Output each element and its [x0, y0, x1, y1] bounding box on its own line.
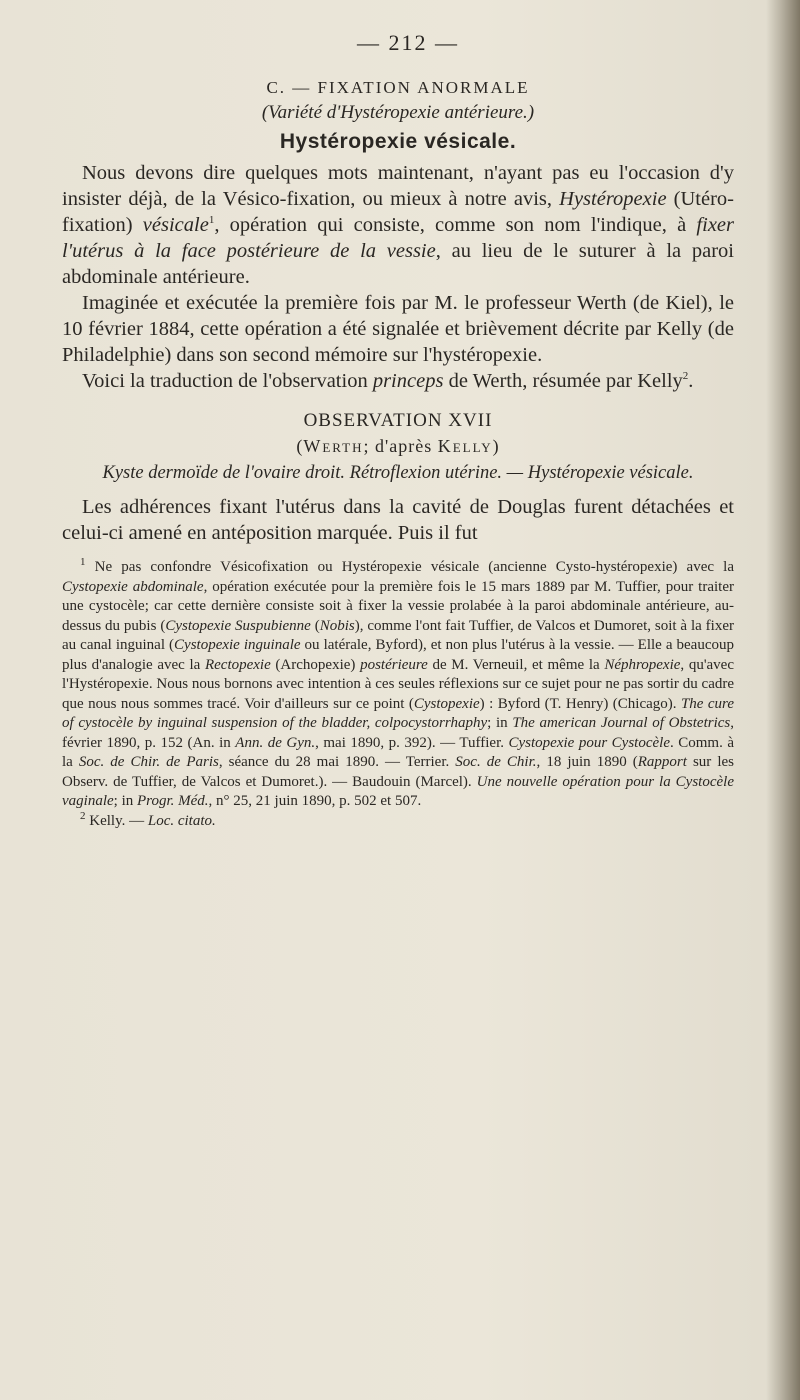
text-run: , au lieu de le suturer à la paroi abdominale antérieure.	[62, 240, 734, 288]
footnotes	[62, 558, 734, 831]
text-run: ; in	[113, 793, 137, 809]
footnote-ref-2: 2	[682, 370, 689, 383]
observation-heading: OBSERVATION XVII	[303, 410, 493, 431]
italic-run: Hystéropexie	[559, 188, 667, 210]
italic-run: Néphropexie	[604, 656, 681, 673]
section-heading: C. — FIXATION ANORMALE	[266, 78, 530, 97]
italic-run: Soc. de Chir. de Paris	[78, 754, 219, 770]
italic-run: Rectopexie	[204, 656, 271, 673]
italic-run: The american Journal of Obstetrics	[512, 715, 731, 731]
text-run: , n° 25, 21 juin 1890, p. 502 et 507.	[208, 793, 422, 809]
text-run: (	[296, 436, 304, 456]
chapter-title: Hystéropexie vésicale.	[279, 130, 517, 153]
italic-run: princeps	[372, 370, 444, 392]
text-run: Nous devons dire quelques mots maintenant, n'ayant pas eu l'occasion d'y insister déjà, de la Vésico-fixation, ou mieux à notre avis,	[62, 162, 734, 210]
footnote-marker: 1	[80, 556, 86, 568]
italic-run: Une nouvelle opération pour la Cystocèle vaginale	[62, 773, 734, 809]
italic-run: Nobis	[319, 617, 355, 634]
text-run: , mai 1890, p. 392). — Tuffier.	[315, 734, 509, 751]
text-run: ou latérale, Byford), et non plus l'utérus à la vessie. — Elle a beaucoup plus d'analogie avec la	[62, 637, 735, 673]
text-run: , opération qui consiste, comme son nom l'indique, à	[214, 214, 697, 236]
text-run: Kelly. —	[85, 812, 148, 829]
italic-run: Cystopexie pour Cystocèle	[508, 734, 670, 751]
page-content	[62, 30, 734, 831]
text-run: , opération exécutée pour la première fois le 15 mars 1889 par M. Tuffier, pour traiter une cystocèle; car cette dernière consiste soit à fixer la vessie prolabée à la paroi abdominale antérieure, au-dessus du pubis (	[62, 578, 734, 634]
italic-run: Progr. Méd.	[137, 793, 209, 809]
text-run: Ne pas confondre Vésicofixation ou Hystéropexie vésicale (ancienne Cysto-hystéropexie) avec la	[85, 559, 734, 575]
text-run: , qu'avec l'Hystéropexie. Nous nous bornons avec intention à ces seules réflexions sur ce sujet pour ne pas sortir du cadre que nous nous sommes tracé. Voir d'ailleurs sur ce point (	[62, 656, 734, 712]
observation-attribution	[62, 436, 734, 457]
text-run: )	[492, 436, 500, 456]
text-run: .	[688, 370, 694, 392]
italic-run: Cystopexie abdominale	[62, 578, 204, 595]
text-run: de M. Verneuil, et même la	[427, 656, 605, 673]
text-run: , février 1890, p. 152 (An. in	[62, 715, 734, 751]
italic-run: postérieure	[360, 656, 428, 673]
text-run: . Comm. à la	[62, 734, 735, 770]
footnote-marker: 2	[80, 809, 86, 822]
author-name: Werth	[303, 436, 364, 456]
text-run: , 18 juin 1890 (	[536, 754, 638, 770]
observation-text: Les adhérences fixant l'utérus dans la cavité de Douglas furent détachées et celui-ci amené en antéposition marquée. Puis il fut	[62, 496, 734, 544]
text-run: ), comme l'ont fait Tuffier, de Valcos et Dumoret, soit à la fixer au canal inguinal (	[62, 617, 734, 653]
page-number: — 212 —	[357, 30, 459, 55]
text-run: ; d'après	[363, 436, 438, 456]
page-edge-shadow	[766, 0, 800, 1400]
text-run: de Werth, résumée par Kelly	[443, 370, 683, 392]
text-run: (Utéro-fixation)	[62, 188, 734, 236]
italic-run: Cystopexie	[413, 695, 480, 712]
text-run: sur les Observ. de Tuffier, de Valcos et Dumoret.). — Baudouin (Marcel).	[62, 754, 734, 790]
paragraph-3	[62, 368, 734, 394]
footnote-1	[62, 558, 734, 812]
italic-run: vésicale	[142, 214, 209, 236]
paragraph-1	[62, 160, 734, 290]
text-run: , séance du 28 mai 1890. — Terrier.	[218, 754, 456, 770]
italic-run: The cure of cystocèle by inguinal suspension of the bladder, colpocystorrhaphy	[62, 695, 734, 731]
author-name: Kelly	[437, 436, 493, 456]
text-run: Voici la traduction de l'observation	[82, 370, 373, 392]
italic-run: Cystopexie Suspubienne	[165, 617, 311, 634]
observation-title: Kyste dermoïde de l'ovaire droit. Rétroflexion utérine. — Hystéropexie vésicale.	[102, 463, 694, 483]
footnote-2	[62, 809, 734, 832]
footnote-ref-1: 1	[208, 214, 215, 227]
text-run: (Archopexie)	[270, 656, 361, 673]
text-run: ) : Byford (T. Henry) (Chicago).	[479, 695, 681, 712]
section-subtitle: (Variété d'Hystéropexie antérieure.)	[261, 102, 535, 123]
paragraph-2: Imaginée et exécutée la première fois par M. le professeur Werth (de Kiel), le 10 février 1884, cette opération a été signalée et brièvement décrite par Kelly (de Philadelphie) dans son second mémoire sur l'hystéropexie.	[62, 292, 734, 366]
italic-run: Cystopexie inguinale	[174, 637, 301, 653]
text-run: ; in	[487, 715, 513, 731]
italic-run: fixer l'utérus à la face postérieure de la vessie	[62, 214, 734, 262]
italic-run: Ann. de Gyn.	[235, 734, 316, 751]
italic-run: Rapport	[637, 754, 687, 770]
italic-run: Loc. citato.	[147, 812, 216, 829]
text-run: (	[310, 617, 320, 634]
italic-run: Soc. de Chir.	[455, 754, 537, 770]
